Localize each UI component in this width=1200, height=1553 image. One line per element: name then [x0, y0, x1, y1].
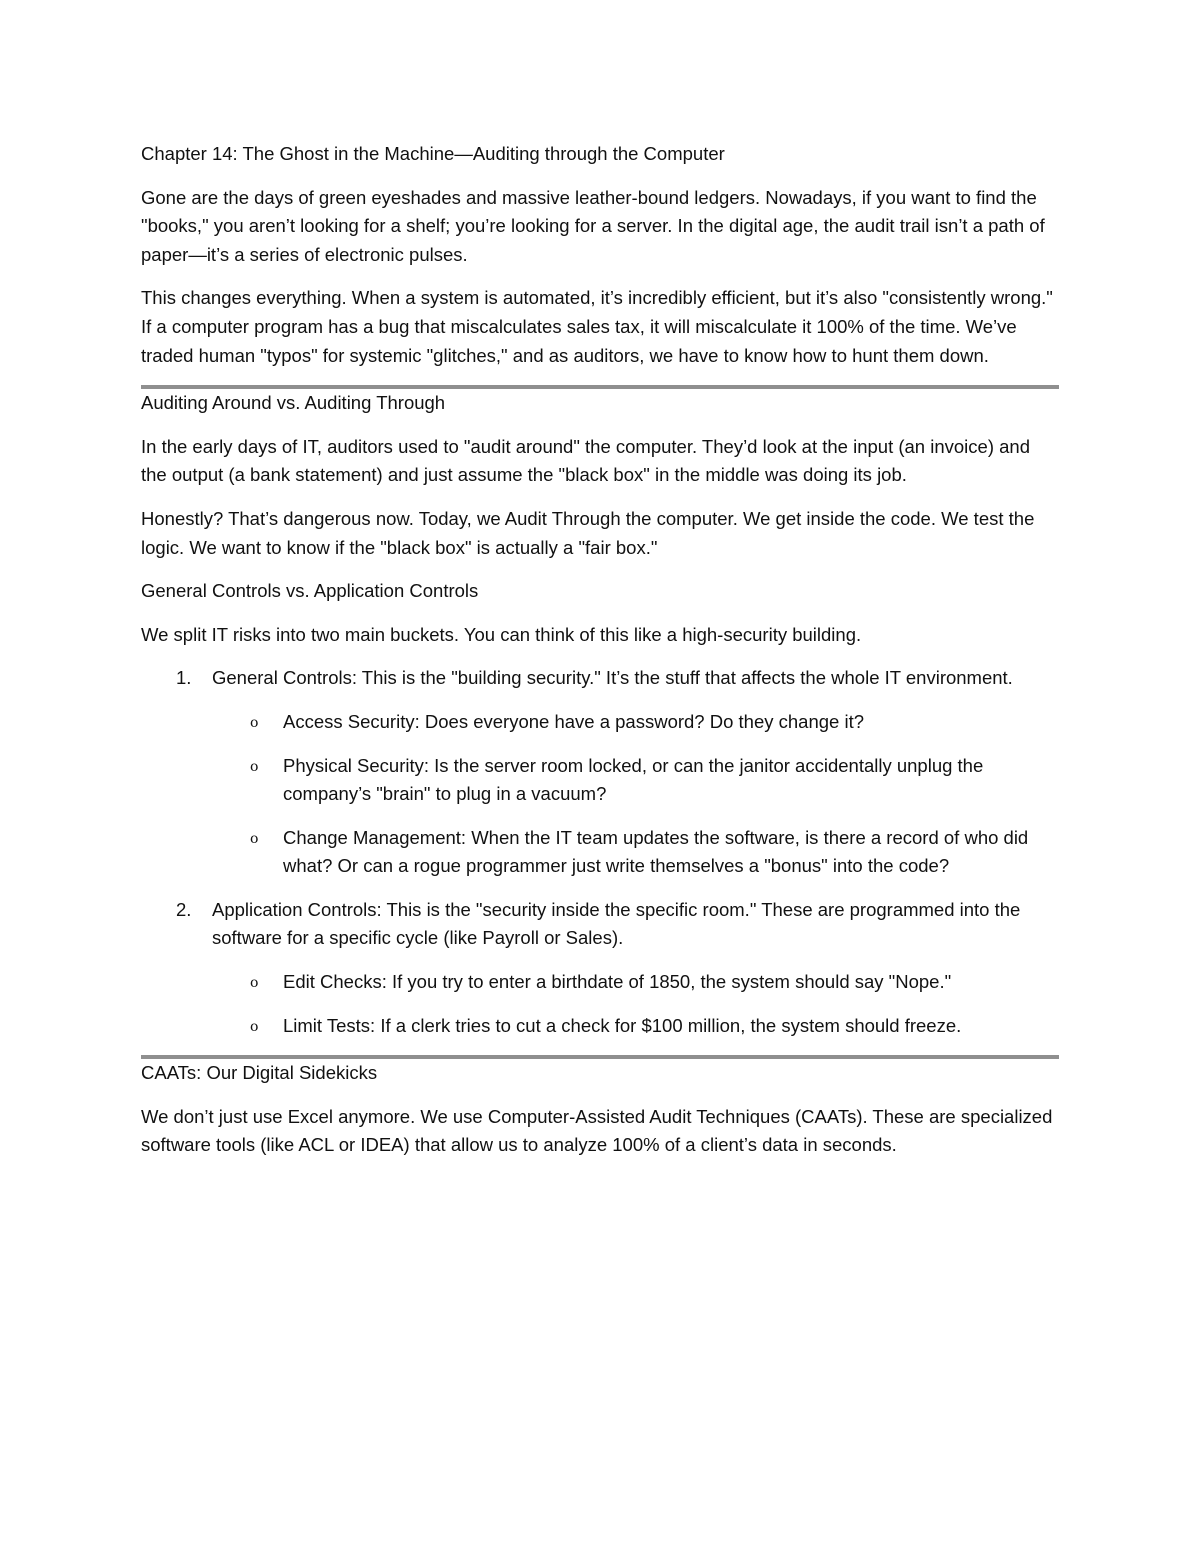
controls-list	[141, 664, 1059, 1040]
section-heading-auditing-around: Auditing Around vs. Auditing Through	[141, 392, 446, 414]
list-item-application-controls	[141, 896, 1059, 1040]
sublist-item	[212, 1012, 1059, 1041]
sublist-item-text: Limit Tests: If a clerk tries to cut a check for $100 million, the system should freeze.	[283, 1014, 962, 1036]
sublist-item-text: Change Management: When the IT team updates the software, is there a record of who did what? Or can a rogue programmer just write themselves a "bonus" into the code?	[283, 826, 1029, 877]
section-heading-controls: General Controls vs. Application Controls	[141, 580, 479, 602]
document-body	[141, 140, 1059, 1175]
caats-paragraph: We don’t just use Excel anymore. We use Computer-Assisted Audit Techniques (CAATs). These are specialized software tools (like ACL or IDEA) that allow us to analyze 100% of a client’s data in seconds.	[141, 1105, 1053, 1156]
sublist-item	[212, 752, 1059, 809]
section-heading-caats: CAATs: Our Digital Sidekicks	[141, 1062, 378, 1084]
intro-paragraph-1: Gone are the days of green eyeshades and massive leather-bound ledgers. Nowadays, if you want to find the "books," you aren’t looking for a shelf; you’re looking for a server. In the digital age, the audit trail isn’t a path of paper—it’s a series of electronic pulses.	[141, 186, 1045, 265]
auditing-around-paragraph-2: Honestly? That’s dangerous now. Today, we Audit Through the computer. We get inside the code. We test the logic. We want to know if the "black box" is actually a "fair box."	[141, 507, 1035, 558]
chapter-title: Chapter 14: The Ghost in the Machine—Auditing through the Computer	[141, 143, 725, 164]
bullet-icon: o	[250, 1018, 259, 1035]
bullet-icon: o	[250, 830, 259, 847]
bullet-icon: o	[250, 758, 259, 775]
bullet-icon: o	[250, 975, 259, 992]
list-item-text: Application Controls: This is the "security inside the specific room." These are programmed into the software for a specific cycle (like Payroll or Sales).	[212, 898, 1021, 949]
application-controls-sublist	[212, 968, 1059, 1040]
list-number: 2.	[176, 898, 192, 920]
auditing-around-paragraph-1: In the early days of IT, auditors used to "audit around" the computer. They’d look at the input (an invoice) and the output (a bank statement) and just assume the "black box" in the middle was doing its job.	[141, 435, 1030, 486]
intro-paragraph-2: This changes everything. When a system is automated, it’s incredibly efficient, but it’s also "consistently wrong." If a computer program has a bug that miscalculates sales tax, it will miscalculate it 100% of the time. We’ve traded human "typos" for systemic "glitches," and as auditors, we have to know how to hunt them down.	[141, 287, 1053, 366]
sublist-item	[212, 708, 1059, 737]
controls-intro: We split IT risks into two main buckets. You can think of this like a high-security building.	[141, 623, 862, 645]
sublist-item-text: Physical Security: Is the server room locked, or can the janitor accidentally unplug the company’s "brain" to plug in a vacuum?	[283, 754, 984, 805]
list-number: 1.	[176, 667, 192, 689]
sublist-item	[212, 968, 1059, 997]
sublist-item-text: Access Security: Does everyone have a password? Do they change it?	[283, 710, 865, 732]
bullet-icon: o	[250, 714, 259, 731]
general-controls-sublist	[212, 708, 1059, 881]
sublist-item-text: Edit Checks: If you try to enter a birthdate of 1850, the system should say "Nope."	[283, 971, 952, 993]
list-item-general-controls	[141, 664, 1059, 881]
sublist-item	[212, 824, 1059, 881]
list-item-text: General Controls: This is the "building security." It’s the stuff that affects the whole IT environment.	[212, 667, 1013, 689]
